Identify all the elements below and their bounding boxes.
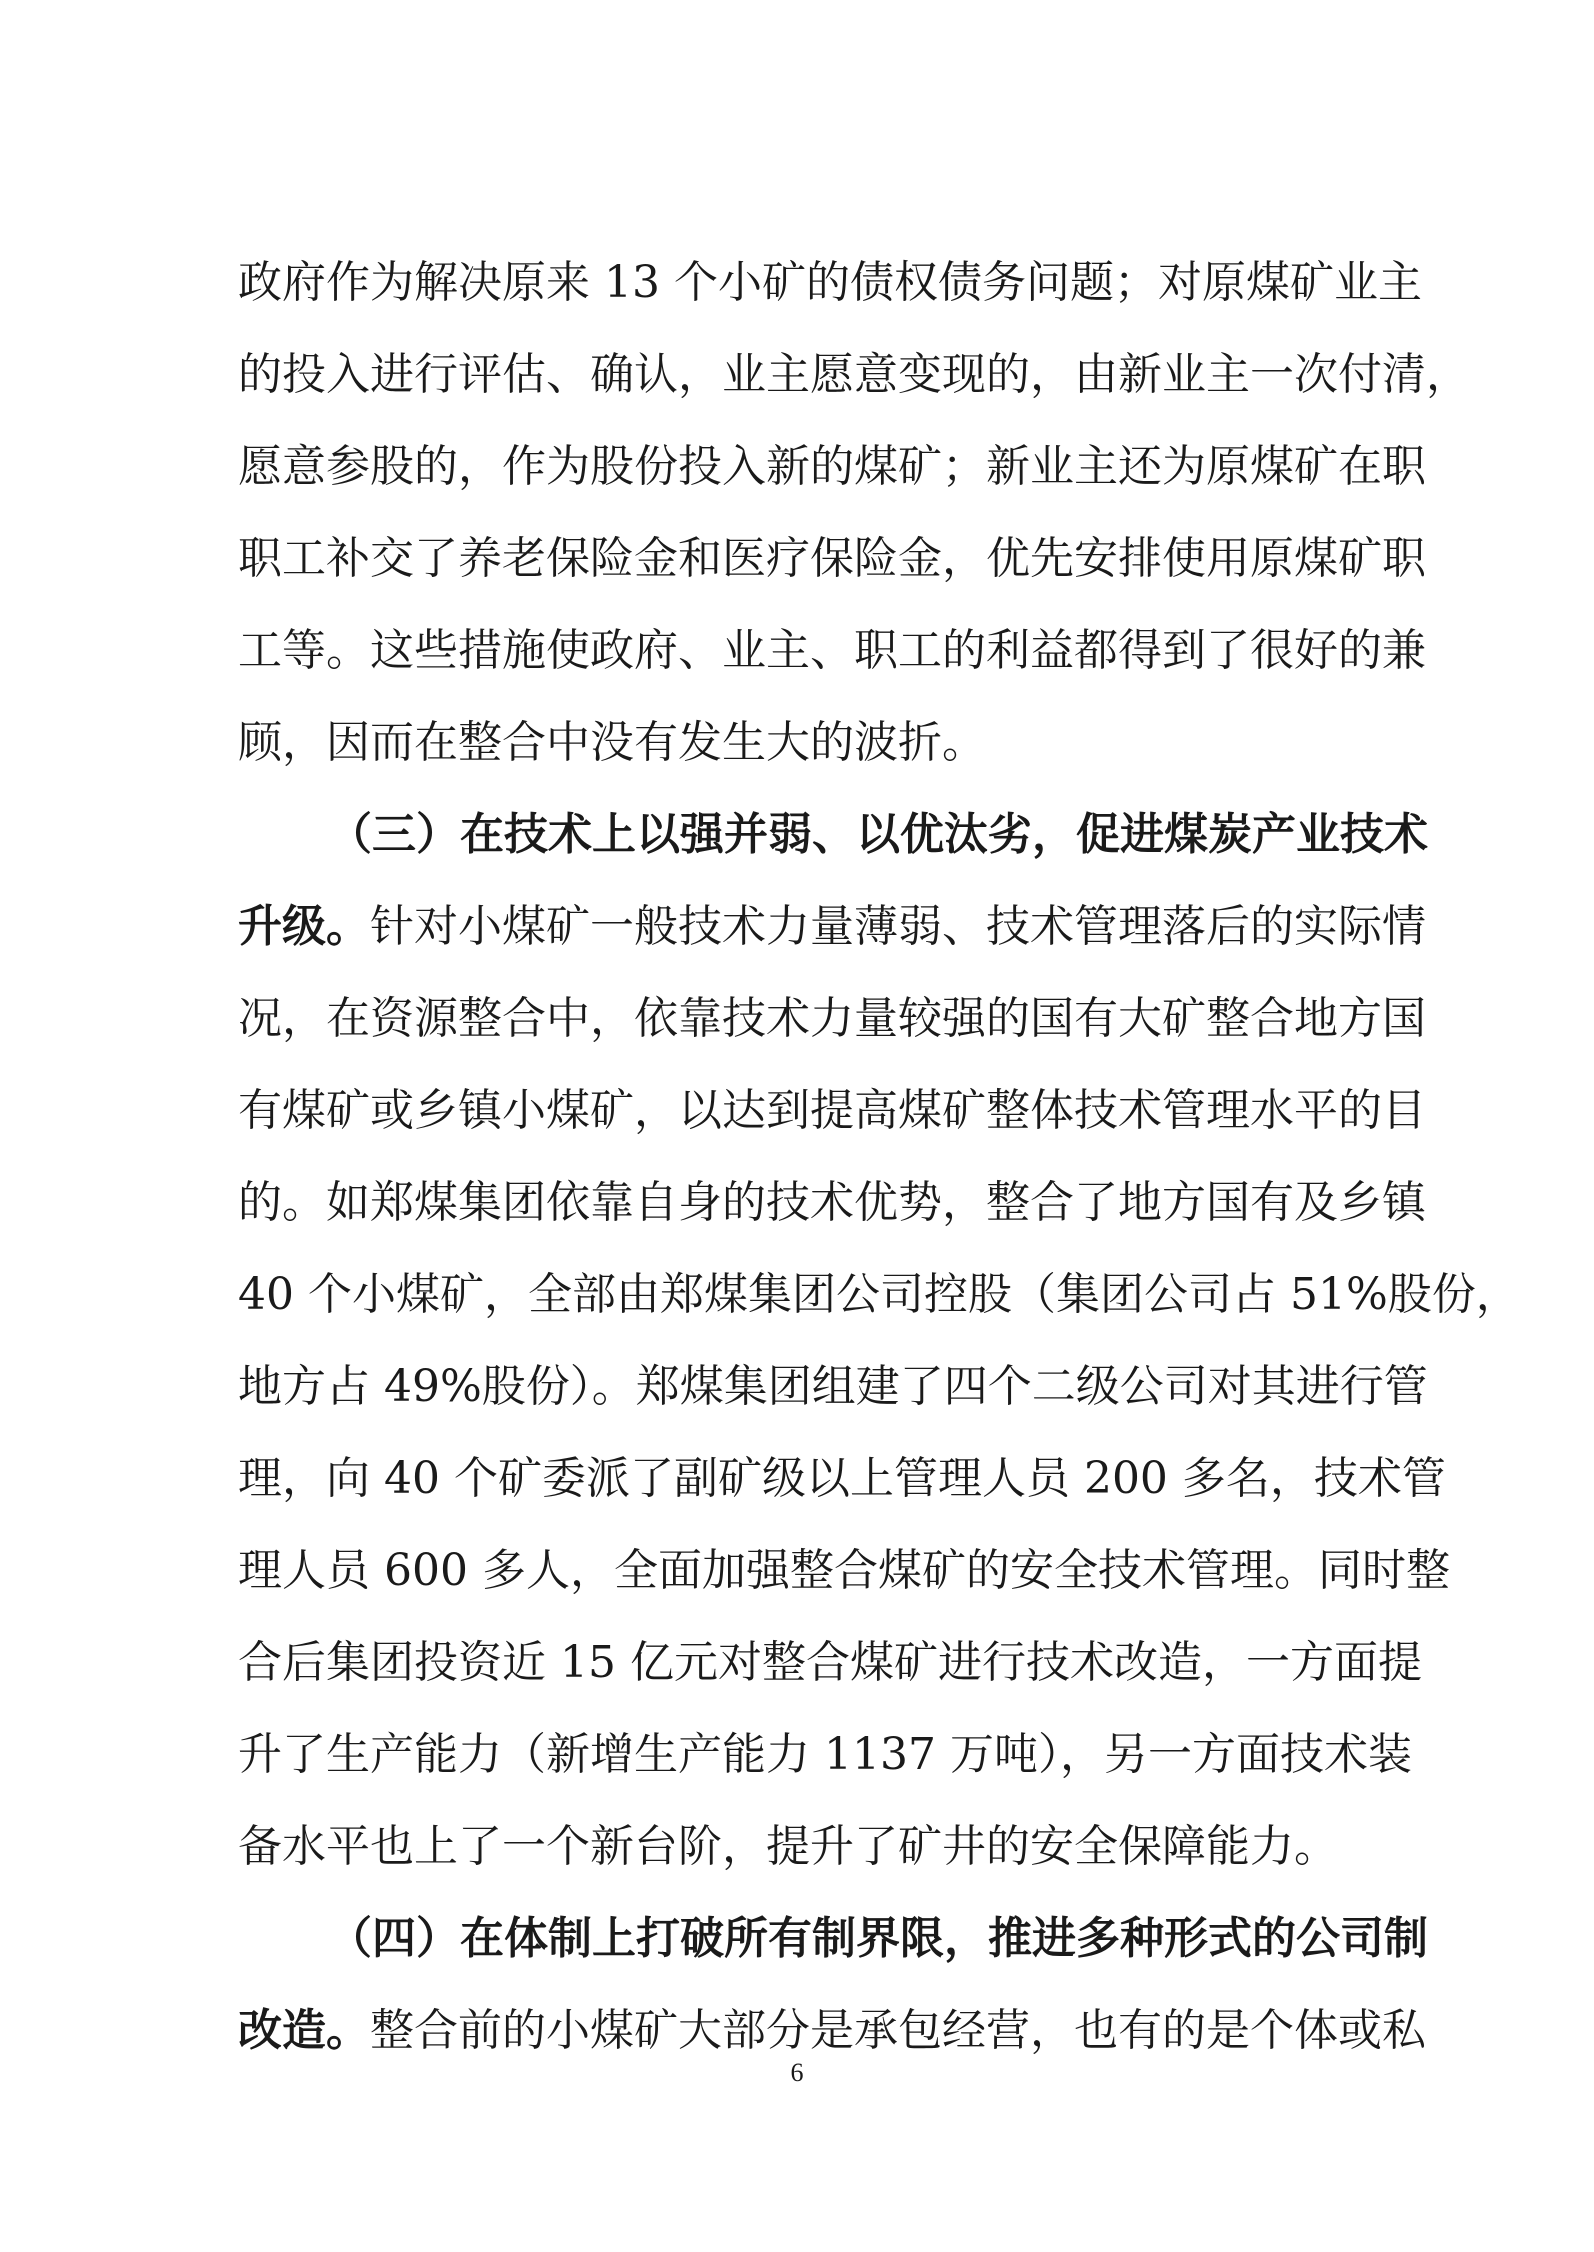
text-segment: 理，向 40 个矿委派了副矿级以上管理人员 200 多名，技术管: [238, 1453, 1446, 1504]
body-text-line: [238, 1433, 1446, 1525]
body-text-line: [238, 1617, 1422, 1709]
body-text-line: [238, 1801, 1368, 1893]
body-text-line: [238, 237, 1422, 329]
text-segment: 顾，因而在整合中没有发生大的波折。: [238, 717, 986, 768]
text-segment: 40 个小煤矿，全部由郑煤集团公司控股（集团公司占 51%股份，: [238, 1269, 1520, 1320]
text-segment: 备水平也上了一个新台阶，提升了矿井的安全保障能力。: [238, 1821, 1338, 1872]
text-segment: 工等。这些措施使政府、业主、职工的利益都得到了很好的兼: [238, 625, 1426, 676]
body-text-line: [238, 1065, 1426, 1157]
body-text-line: [238, 973, 1426, 1065]
text-segment: 针对小煤矿一般技术力量薄弱、技术管理落后的实际情: [370, 901, 1426, 952]
body-text-line: [238, 1249, 1520, 1341]
text-segment: 职工补交了养老保险金和医疗保险金，优先安排使用原煤矿职: [238, 533, 1426, 584]
heading-text: （四）在体制上打破所有制界限，推进多种形式的公司制: [328, 1913, 1428, 1964]
body-text-line: [238, 1525, 1450, 1617]
text-segment: 愿意参股的，作为股份投入新的煤矿；新业主还为原煤矿在职: [238, 441, 1426, 492]
body-text-line: [238, 605, 1426, 697]
text-segment: 有煤矿或乡镇小煤矿，以达到提高煤矿整体技术管理水平的目: [238, 1085, 1426, 1136]
text-segment: 政府作为解决原来 13 个小矿的债权债务问题；对原煤矿业主: [238, 257, 1422, 308]
body-text-line: [238, 1157, 1426, 1249]
text-segment: 整合前的小煤矿大部分是承包经营，也有的是个体或私: [370, 2005, 1426, 2056]
body-text-line: [238, 1341, 1428, 1433]
body-text-line: [238, 329, 1470, 421]
heading-text: （三）在技术上以强并弱、以优汰劣，促进煤炭产业技术: [328, 809, 1428, 860]
text-segment: 地方占 49%股份）。郑煤集团组建了四个二级公司对其进行管: [238, 1361, 1428, 1412]
body-text-line: [238, 421, 1426, 513]
heading-text: 升级。: [238, 901, 370, 952]
page-number: 6: [790, 2058, 804, 2087]
text-segment: 合后集团投资近 15 亿元对整合煤矿进行技术改造，一方面提: [238, 1637, 1422, 1688]
heading-text: 改造。: [238, 2005, 370, 2056]
body-text-line: [238, 513, 1426, 605]
text-segment: 的。如郑煤集团依靠自身的技术优势，整合了地方国有及乡镇: [238, 1177, 1426, 1228]
section-heading-three: [328, 789, 1428, 881]
text-segment: 的投入进行评估、确认，业主愿意变现的，由新业主一次付清，: [238, 349, 1470, 400]
text-segment: 升了生产能力（新增生产能力 1137 万吨），另一方面技术装: [238, 1729, 1412, 1780]
text-segment: 理人员 600 多人，全面加强整合煤矿的安全技术管理。同时整: [238, 1545, 1450, 1596]
text-segment: 况，在资源整合中，依靠技术力量较强的国有大矿整合地方国: [238, 993, 1426, 1044]
body-text-line: [238, 697, 1368, 789]
body-text-line: [238, 881, 1426, 973]
section-heading-four: [328, 1893, 1428, 1985]
body-text-line: [238, 1709, 1412, 1801]
